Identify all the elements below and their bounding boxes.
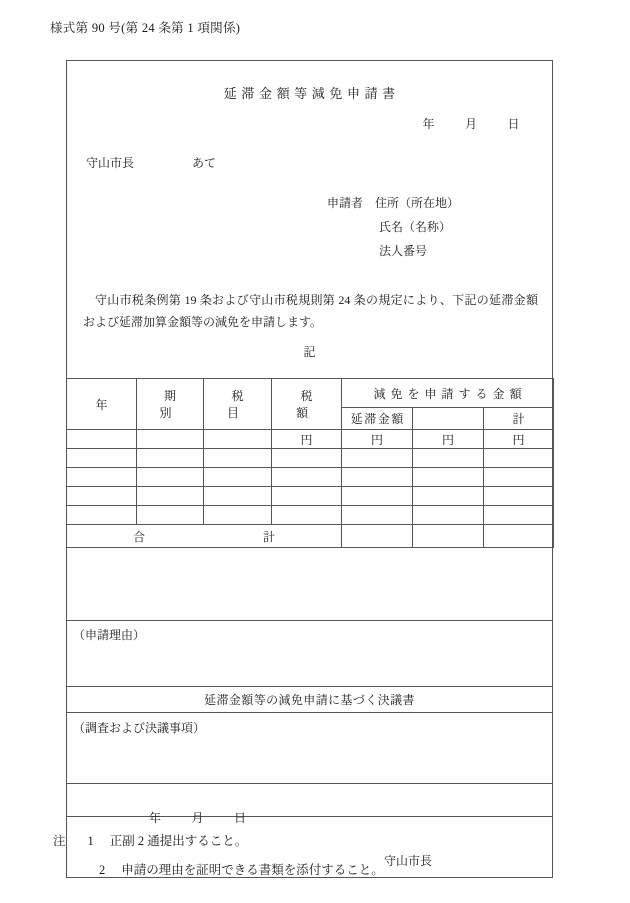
decision-section-header [66, 686, 553, 713]
note-item-2 [53, 856, 384, 885]
cell-blank[interactable] [413, 506, 484, 525]
cell-term[interactable] [137, 506, 204, 525]
addressee-suffix: あて [192, 156, 217, 170]
note-number-1: 1 [87, 834, 94, 848]
table-row[interactable] [67, 487, 554, 506]
cell-total[interactable] [484, 468, 554, 487]
cell-taxamount-unit[interactable]: 円 [272, 430, 342, 449]
cell-total[interactable] [484, 487, 554, 506]
application-date-line [67, 115, 552, 132]
cell-total[interactable] [484, 506, 554, 525]
note-text-1: 正副 2 通提出すること。 [109, 834, 248, 848]
cell-delinquency[interactable] [342, 449, 413, 468]
col-header-taxitem: 税 目 [204, 379, 272, 430]
cell-delinquency[interactable] [342, 487, 413, 506]
cell-blank[interactable] [413, 487, 484, 506]
cell-taxamount[interactable] [272, 506, 342, 525]
applicant-block [327, 191, 459, 263]
cell-total-delinquency[interactable] [342, 525, 413, 548]
col-header-term: 期 別 [137, 379, 204, 430]
col-header-taxamount: 税 額 [272, 379, 342, 430]
table-total-row[interactable] [67, 525, 554, 548]
cell-year[interactable] [67, 506, 137, 525]
date-day-label: 日 [507, 117, 520, 131]
reduction-amount-table [66, 378, 554, 548]
col-header-reduction-group: 減免を申請する金額 [342, 379, 554, 408]
mayor-signature-label: 守山市長 [383, 854, 432, 868]
cell-taxamount[interactable] [272, 449, 342, 468]
cell-year[interactable] [67, 487, 137, 506]
cell-term[interactable] [137, 487, 204, 506]
note-item-1 [53, 827, 384, 856]
decision-date-day-label: 日 [234, 811, 247, 825]
applicant-corporate-number-row [327, 239, 459, 263]
application-reason-label: （申請理由） [73, 628, 146, 642]
cell-delinquency-unit[interactable]: 円 [342, 430, 413, 449]
cell-year[interactable] [67, 449, 137, 468]
cell-delinquency[interactable] [342, 468, 413, 487]
investigation-label: （調査および決議事項） [73, 721, 206, 735]
notes-label: 注 [53, 834, 66, 848]
note-text-2: 申請の理由を証明できる書類を添付すること。 [121, 863, 384, 877]
cell-term[interactable] [137, 430, 204, 449]
cell-blank-unit[interactable]: 円 [413, 430, 484, 449]
applicant-name-label: 氏名（名称） [379, 220, 452, 234]
note-number-2: 2 [99, 863, 106, 877]
col-header-delinquency-amount: 延滞金額 [342, 408, 413, 430]
table-header-row-main [67, 379, 554, 408]
col-header-year: 年 [67, 379, 137, 430]
addressee-line [86, 154, 216, 171]
cell-total-blank[interactable] [413, 525, 484, 548]
applicant-address-label: 住所（所在地） [375, 196, 460, 210]
cell-term[interactable] [137, 449, 204, 468]
applicant-label: 申請者 [327, 196, 364, 210]
cell-taxitem[interactable] [204, 487, 272, 506]
date-year-label: 年 [422, 117, 435, 131]
cell-year[interactable] [67, 430, 137, 449]
cell-total[interactable] [484, 449, 554, 468]
total-label-cell [67, 525, 342, 548]
total-label-part2: 計 [263, 529, 276, 544]
table-row[interactable] [67, 468, 554, 487]
total-label-part1: 合 [132, 529, 145, 544]
table-row[interactable] [67, 449, 554, 468]
cell-term[interactable] [137, 468, 204, 487]
ki-mark: 記 [303, 345, 316, 359]
cell-total-sum[interactable] [484, 525, 554, 548]
decision-date-year-label: 年 [149, 811, 162, 825]
cell-total-unit[interactable]: 円 [484, 430, 554, 449]
investigation-box[interactable] [66, 712, 553, 784]
decision-date-line [149, 809, 247, 826]
applicant-corporate-number-label: 法人番号 [379, 244, 428, 258]
decision-section-title: 延滞金額等の減免申請に基づく決議書 [204, 693, 415, 707]
page-title: 延滞金額等減免申請書 [223, 86, 400, 101]
addressee-name: 守山市長 [86, 156, 135, 170]
cell-taxitem[interactable] [204, 506, 272, 525]
decision-date-month-label: 月 [191, 811, 205, 825]
cell-taxitem[interactable] [204, 430, 272, 449]
col-header-total: 計 [484, 408, 554, 430]
body-paragraph: 守山市税条例第 19 条および守山市税規則第 24 条の規定により、下記の延滞金額および延滞加算金額等の減免を申請します。 [83, 293, 538, 329]
notes-block [53, 827, 384, 885]
cell-blank[interactable] [413, 449, 484, 468]
cell-blank[interactable] [413, 468, 484, 487]
form-number-label: 様式第 90 号(第 24 条第 1 項関係) [50, 21, 241, 35]
table-row[interactable] [67, 506, 554, 525]
cell-taxamount[interactable] [272, 487, 342, 506]
table-row[interactable] [67, 430, 554, 449]
date-month-label: 月 [464, 117, 478, 131]
cell-year[interactable] [67, 468, 137, 487]
cell-delinquency[interactable] [342, 506, 413, 525]
col-header-blank [413, 408, 484, 430]
cell-taxitem[interactable] [204, 468, 272, 487]
cell-taxamount[interactable] [272, 468, 342, 487]
applicant-name-row [327, 215, 459, 239]
applicant-address-row [327, 191, 459, 215]
application-reason-box[interactable] [66, 620, 553, 687]
cell-taxitem[interactable] [204, 449, 272, 468]
